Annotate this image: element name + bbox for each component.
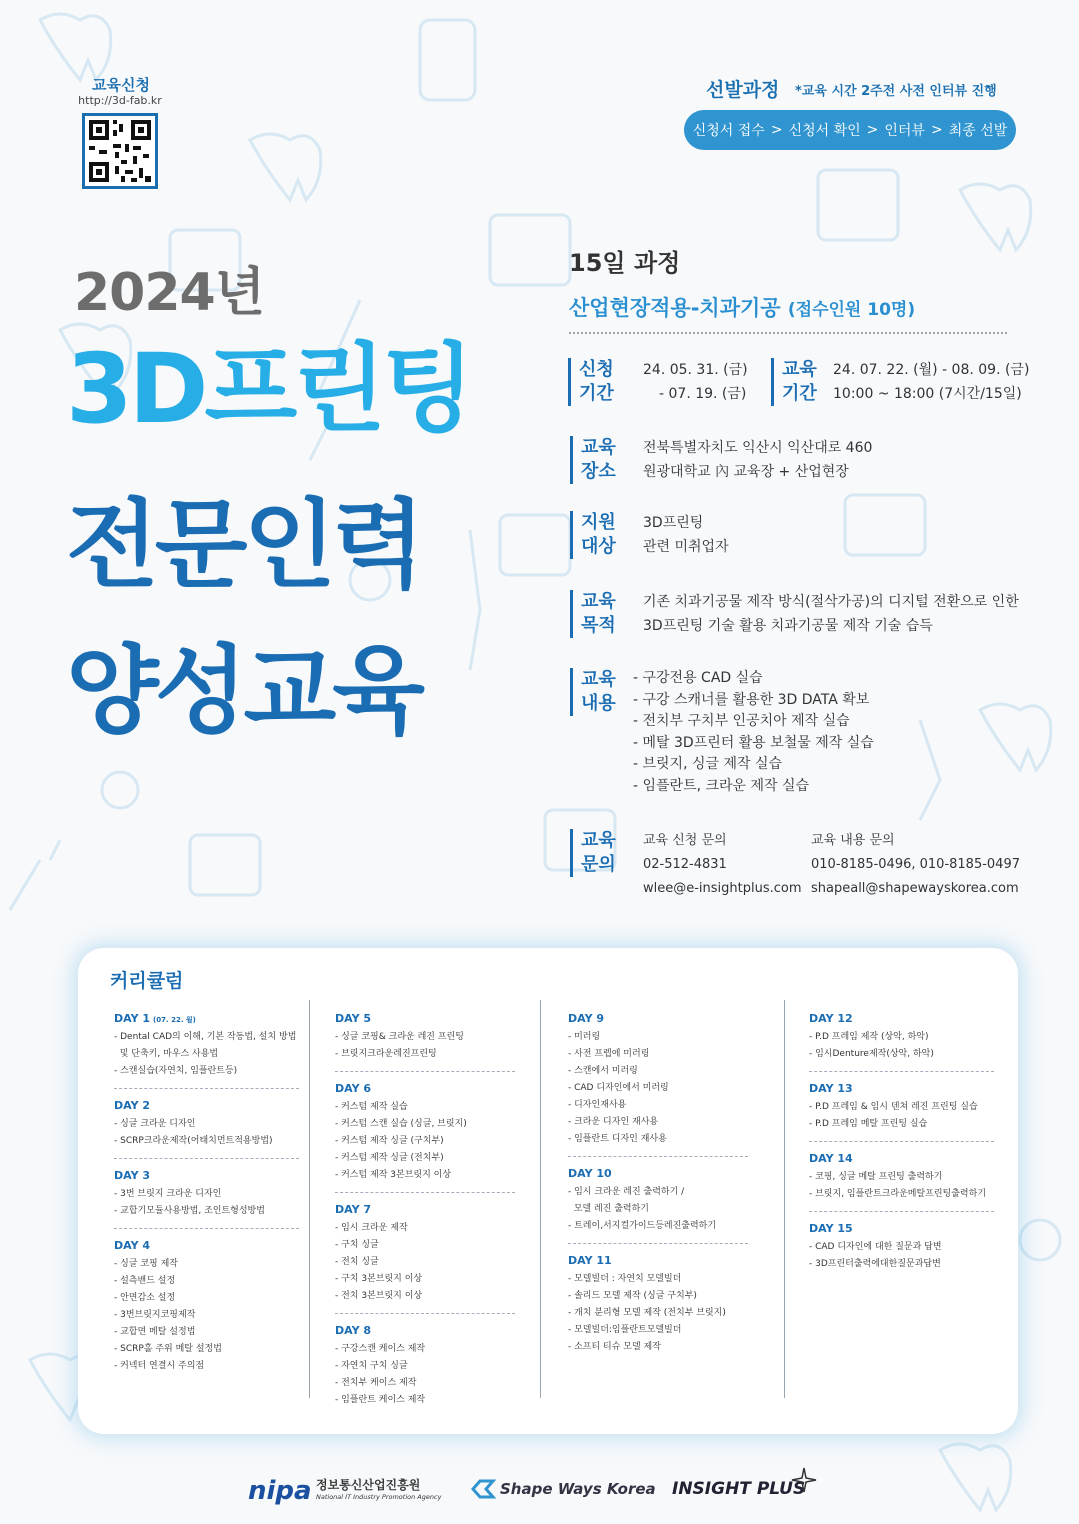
curriculum-item: - CAD 디자인에서 미러링: [568, 1083, 669, 1093]
curriculum-item: - 트레이,서지컬가이드등레진출력하기: [568, 1221, 717, 1231]
curriculum-item: - 교합면 메탈 설정법: [114, 1327, 196, 1337]
day-label: DAY 12: [809, 1012, 853, 1025]
day-label: DAY 2: [114, 1099, 151, 1112]
curriculum-column-1: [114, 1000, 299, 1375]
label-line: 기간: [579, 383, 614, 404]
label-line: 교육: [581, 669, 616, 690]
curriculum-column-3: [568, 1000, 748, 1356]
main-title-line2: 전문인력: [66, 489, 421, 601]
curriculum-item: - 크라운 디자인 재사용: [568, 1117, 659, 1127]
curriculum-item: - 임시Denture제작(상악, 하악): [809, 1049, 934, 1059]
list-item: - 임플란트, 크라운 제작 실습: [633, 777, 810, 794]
day-heading: [568, 1167, 748, 1180]
curriculum-item: - 브릿지크라운레진프린팅: [335, 1049, 437, 1059]
curriculum-item: - 안면감소 설정: [114, 1293, 176, 1303]
step-review: 신청서 확인: [788, 123, 861, 139]
day-separator: [335, 1192, 515, 1193]
day-separator: [335, 1313, 515, 1314]
shapeways-logo-icon: [470, 1478, 496, 1500]
label-line: 장소: [581, 461, 616, 482]
main-title-line1: 3D프린팅: [66, 333, 471, 445]
step-apply: 신청서 접수: [692, 123, 765, 139]
year-title: 2024년: [74, 263, 264, 323]
curriculum-item: - 싱글 크라운 디자인: [114, 1119, 196, 1129]
selection-note: *교육 시간 2주전 사전 인터뷰 진행: [795, 84, 997, 99]
list-item: - 구강 스캐너를 활용한 3D DATA 확보: [633, 691, 870, 708]
course-name: [569, 292, 915, 322]
label-line: 목적: [581, 615, 616, 636]
curriculum-item: - 구강스캔 케이스 제작: [335, 1344, 426, 1354]
curriculum-item: - 싱글 코핑& 크라운 레진 프린팅: [335, 1032, 464, 1042]
curriculum-column-4: [809, 1000, 994, 1273]
day-separator: [114, 1228, 299, 1229]
curriculum-item: - 커스텀 제작 싱글 (전치부): [335, 1153, 444, 1163]
selection-steps: [684, 110, 1016, 150]
day-label: DAY 14: [809, 1152, 853, 1165]
day-heading: [114, 1239, 299, 1252]
day-label: DAY 13: [809, 1082, 853, 1095]
day-separator: [114, 1158, 299, 1159]
apply-period-text: [643, 358, 748, 406]
label-line: 내용: [581, 693, 616, 714]
content-label: [570, 668, 625, 716]
curriculum-item: - Dental CAD의 이해, 기본 작동법, 설치 방법: [114, 1032, 297, 1042]
day-separator: [809, 1141, 994, 1142]
curriculum-item: - 임플란트 디자인 재사용: [568, 1134, 667, 1144]
curriculum-item: - 미러링: [568, 1032, 601, 1042]
text-line: 24. 05. 31. (금): [643, 362, 748, 378]
day-label: DAY 15: [809, 1222, 853, 1235]
curriculum-item: - 개치 분리형 모델 제작 (전치부 브릿지): [568, 1308, 726, 1318]
text-line: - 07. 19. (금): [659, 386, 747, 402]
apply-url-link[interactable]: http://3d-fab.kr: [78, 94, 162, 107]
curriculum-item: - 솔리드 모델 제작 (싱글 구치부): [568, 1291, 697, 1301]
day-label: DAY 11: [568, 1254, 612, 1267]
label-line: 지원: [581, 512, 616, 533]
curriculum-item: - 커스텀 스캔 실습 (싱글, 브릿지): [335, 1119, 467, 1129]
curriculum-column-2: [335, 1000, 515, 1409]
day-label: DAY 9: [568, 1012, 605, 1025]
course-days: 15일 과정: [569, 249, 681, 277]
day-heading: [809, 1012, 994, 1025]
column-divider: [540, 1000, 541, 1398]
nipa-logo-english: National IT Industry Promotion Agency: [316, 1493, 442, 1501]
label-line: 기간: [782, 383, 817, 404]
day-label: DAY 5: [335, 1012, 372, 1025]
contact-apply: [643, 829, 802, 901]
place-text: [643, 436, 872, 484]
day-separator: [568, 1156, 748, 1157]
curriculum-item: - 임시 크라운 제작: [335, 1223, 408, 1233]
contact-title: 교육 신청 문의: [643, 833, 727, 848]
curriculum-item: - 커넥터 연결시 주의점: [114, 1361, 205, 1371]
curriculum-item: - 구치 3본브릿지 이상: [335, 1274, 423, 1284]
curriculum-item: - SCRP홀 주위 메탈 설정법: [114, 1344, 222, 1354]
label-line: 교육: [581, 830, 616, 851]
curriculum-title: 커리큘럼: [110, 970, 184, 992]
selection-title: 선발과정: [706, 79, 780, 101]
curriculum-item: - 전치부 케이스 제작: [335, 1378, 417, 1388]
list-item: - 메탈 3D프린터 활용 보철물 제작 실습: [633, 734, 874, 751]
day-heading: [809, 1152, 994, 1165]
list-item: - 전치부 구치부 인공치아 제작 실습: [633, 713, 850, 730]
chevron-right-icon: >: [930, 122, 943, 138]
label-line: 대상: [581, 536, 616, 557]
place-label: [570, 436, 625, 484]
curriculum-item: - P.D 프레임 & 임시 덴쳐 레진 프린팅 실습: [809, 1102, 978, 1112]
day-heading: [568, 1012, 748, 1025]
label-line: 문의: [581, 854, 616, 875]
contact-content: [811, 829, 1020, 901]
curriculum-item: - 브릿지, 임플란트크라운메탈프린팅출력하기: [809, 1189, 987, 1199]
curriculum-item: - 커스텀 제작 3본브릿지 이상: [335, 1170, 452, 1180]
list-item: - 구강전용 CAD 실습: [633, 670, 763, 686]
day-heading: [335, 1324, 515, 1337]
nipa-logo-korean: 정보통신산업진흥원: [316, 1478, 421, 1492]
text-line: 관련 미취업자: [643, 539, 729, 555]
star-logo-icon: [790, 1466, 818, 1494]
column-divider: [309, 1000, 310, 1398]
label-line: 교육: [782, 359, 817, 380]
day-label: DAY 3: [114, 1169, 151, 1182]
day-heading: [809, 1082, 994, 1095]
curriculum-item: - 임시 크라운 레진 출력하기 /: [568, 1187, 685, 1197]
target-label: [570, 511, 625, 559]
day-separator: [809, 1071, 994, 1072]
day-label: DAY 6: [335, 1082, 372, 1095]
curriculum-item: - 전치 싱글: [335, 1257, 379, 1267]
day-label: DAY 8: [335, 1324, 372, 1337]
curriculum-item: - P.D 프레임 메탈 프린팅 실습: [809, 1119, 928, 1129]
day-label: DAY 7: [335, 1203, 372, 1216]
curriculum-item: - CAD 디자인에 대한 질문과 답변: [809, 1242, 942, 1252]
course-name-text: 산업현장적용-치과기공: [569, 296, 781, 320]
curriculum-item: - 디자인재사용: [568, 1100, 627, 1110]
curriculum-item: - 커스텀 제작 실습: [335, 1102, 408, 1112]
step-final: 최종 선발: [948, 123, 1008, 139]
divider: [569, 332, 1007, 334]
curriculum-item: - 모델빌더 : 자연치 모델빌더: [568, 1274, 682, 1284]
curriculum-item: - 코핑, 싱글 메탈 프린팅 출력하기: [809, 1172, 943, 1182]
label-line: 교육: [581, 591, 616, 612]
curriculum-item: - 전치 3본브릿지 이상: [335, 1291, 423, 1301]
day-label: DAY 10: [568, 1167, 612, 1180]
contact-title: 교육 내용 문의: [811, 833, 895, 848]
day-heading: [335, 1203, 515, 1216]
purpose-label: [570, 590, 625, 638]
nipa-logo: nipa: [248, 1476, 312, 1506]
curriculum-item: - 임플란트 케이스 제작: [335, 1395, 426, 1405]
label-line: 교육: [581, 437, 616, 458]
day-separator: [114, 1088, 299, 1089]
shapeways-logo: Shape Ways Korea: [500, 1480, 656, 1498]
day-heading: [114, 1099, 299, 1112]
chevron-right-icon: >: [866, 122, 879, 138]
insight-plus-logo: INSIGHT PLUS: [672, 1479, 806, 1499]
text-line: 3D프린팅 기술 활용 치과기공물 제작 기술 습득: [643, 618, 933, 634]
curriculum-item: - 스캔에서 미러링: [568, 1066, 638, 1076]
purpose-text: [643, 590, 1019, 638]
curriculum-item: - 모델빌더:임플란트모델빌더: [568, 1325, 682, 1335]
day-separator: [335, 1071, 515, 1072]
day-heading: [809, 1222, 994, 1235]
contact-email[interactable]: wlee@e-insightplus.com: [643, 881, 802, 896]
day-heading: [568, 1254, 748, 1267]
curriculum-item: - 싱글 코핑 제작: [114, 1259, 178, 1269]
apply-period-label: [568, 358, 623, 406]
contact-email[interactable]: shapeall@shapewayskorea.com: [811, 881, 1019, 896]
text-line: 24. 07. 22. (월) - 08. 09. (금): [833, 362, 1030, 378]
contact-phone[interactable]: 010-8185-0496, 010-8185-0497: [811, 857, 1020, 872]
text-line: 3D프린팅: [643, 515, 704, 531]
text-line: 10:00 ~ 18:00 (7시간/15일): [833, 386, 1022, 402]
edu-period-label: [771, 358, 826, 406]
text-line: 전북특별자치도 익산시 익산대로 460: [643, 440, 873, 456]
curriculum-item: - 3번 브릿지 크라운 디자인: [114, 1189, 222, 1199]
curriculum-item: - P.D 프레임 제작 (상악, 하악): [809, 1032, 929, 1042]
curriculum-item: 모델 레진 출력하기: [568, 1204, 649, 1214]
day-heading: [114, 1012, 299, 1025]
label-line: 신청: [579, 359, 614, 380]
edu-period-text: [833, 358, 1029, 406]
curriculum-item: - 스캔실습(자연치, 임플란트등): [114, 1066, 238, 1076]
day-label: DAY 1: [114, 1012, 151, 1025]
curriculum-item: - 3번브릿지코핑제작: [114, 1310, 196, 1320]
day-heading: [114, 1169, 299, 1182]
step-interview: 인터뷰: [884, 123, 925, 139]
text-line: 기존 치과기공물 제작 방식(절삭가공)의 디지털 전환으로 인한: [643, 594, 1019, 610]
curriculum-item: - 설측밴드 설정: [114, 1276, 176, 1286]
qr-code[interactable]: [82, 113, 158, 189]
course-quota: (접수인원 10명): [787, 300, 916, 320]
curriculum-item: - 구치 싱글: [335, 1240, 379, 1250]
day-separator: [568, 1243, 748, 1244]
qr-code-icon: [85, 116, 155, 186]
curriculum-item: - 커스텀 제작 싱글 (구치부): [335, 1136, 444, 1146]
main-title-line3: 양성교육: [66, 635, 421, 747]
contact-phone[interactable]: 02-512-4831: [643, 857, 727, 872]
curriculum-item: - 3D프린터출력에대한질문과답변: [809, 1259, 941, 1269]
content-list: [633, 668, 874, 798]
day-label: DAY 4: [114, 1239, 151, 1252]
curriculum-item: - 사전 프렙에 미러링: [568, 1049, 650, 1059]
day-heading: [335, 1082, 515, 1095]
curriculum-item: - 자연치 구치 싱글: [335, 1361, 408, 1371]
text-line: 원광대학교 內 교육장 + 산업현장: [643, 464, 849, 480]
curriculum-item: - SCRP크라운제작(어태치먼트적용방법): [114, 1136, 273, 1146]
apply-label: 교육신청: [92, 76, 150, 94]
day-date: (07. 22. 월): [153, 1016, 196, 1024]
contact-label: [570, 829, 625, 877]
curriculum-item: 및 단축키, 마우스 사용법: [114, 1049, 219, 1059]
day-heading: [335, 1012, 515, 1025]
column-divider: [784, 1000, 785, 1398]
curriculum-item: - 소프티 티슈 모델 제작: [568, 1342, 661, 1352]
list-item: - 브릿지, 싱글 제작 실습: [633, 756, 783, 773]
day-separator: [809, 1211, 994, 1212]
curriculum-item: - 교합기모듈사용방법, 조인트형성방법: [114, 1206, 265, 1216]
chevron-right-icon: >: [770, 122, 783, 138]
target-text: [643, 511, 729, 559]
